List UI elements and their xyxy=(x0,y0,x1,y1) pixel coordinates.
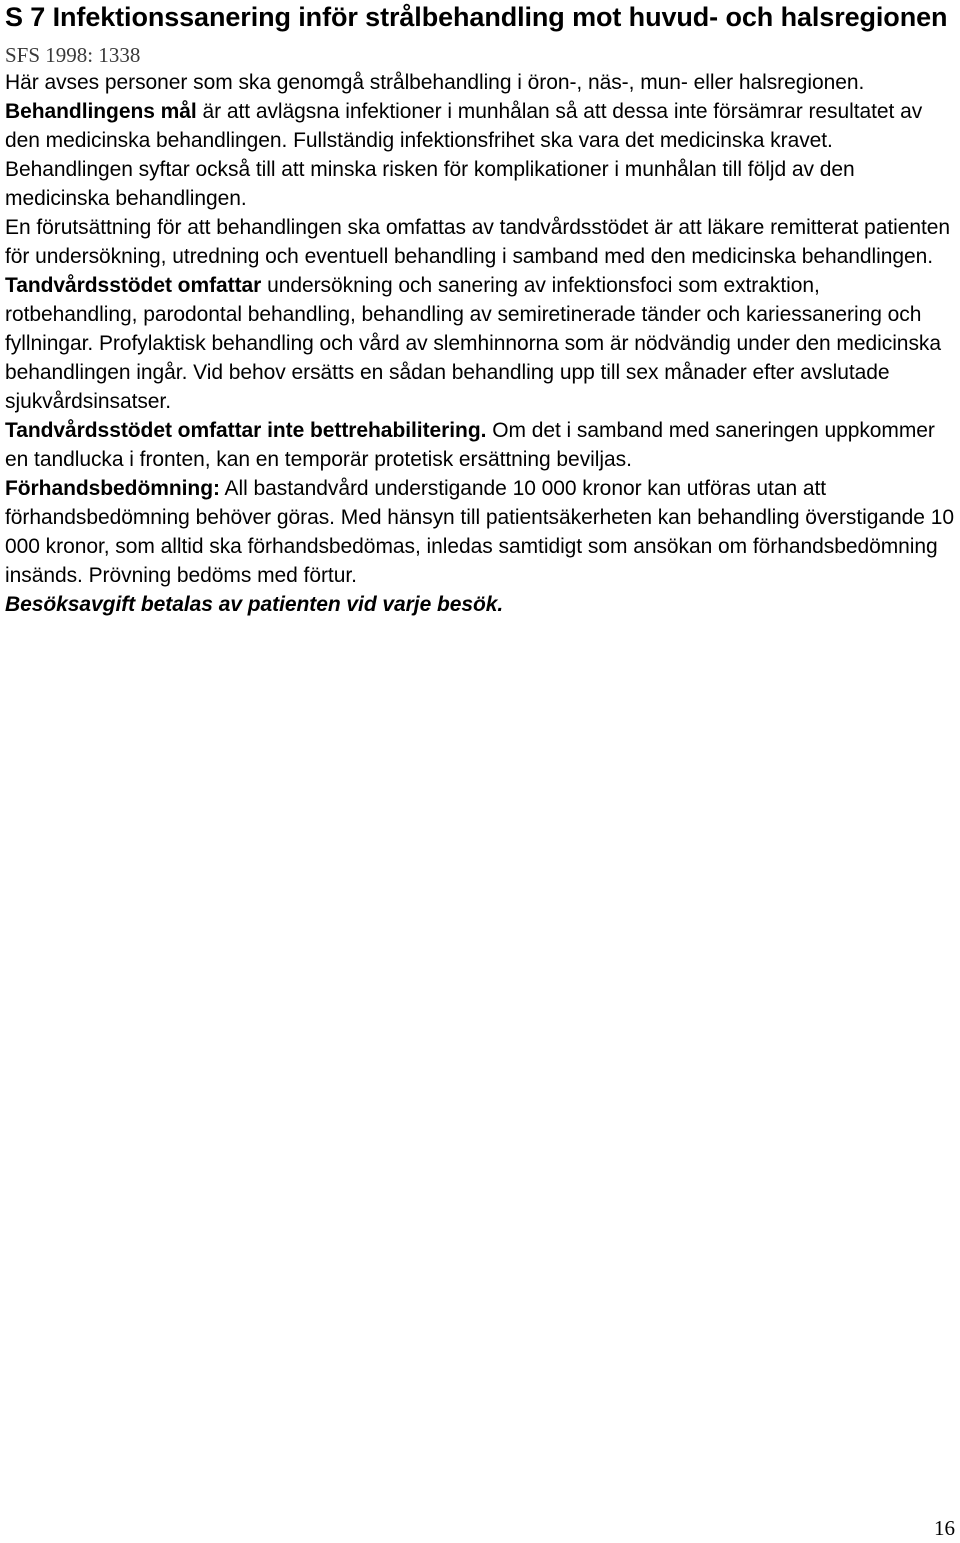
paragraph-prerequisite xyxy=(5,213,955,271)
page-number: 16 xyxy=(934,1516,955,1540)
goal-text: är att avlägsna infektioner i munhålan så att dessa inte försämrar resultatet av den medicinska behandlingen. Fullständig infektionsfrihet ska vara det medicinska kravet. Behandlingen syftar också till att minska risken för komplikationer i munhålan till följd av den medicinska behandlingen. xyxy=(5,100,923,210)
document-page xyxy=(5,0,955,619)
paragraph-goal xyxy=(5,97,955,213)
preassessment-text: All bastandvård understigande 10 000 kronor kan utföras utan att förhandsbedömning behöver göras. Med hänsyn till patientsäkerheten kan behandling överstigande 10 000 kronor, som alltid ska förhandsbedömas, inledas samtidigt som ansökan om förhandsbedömning insänds. Prövning bedöms med förtur. xyxy=(5,477,954,587)
section-title: S 7 Infektionssanering inför strålbehandling mot huvud- och halsregionen xyxy=(5,2,948,32)
sfs-reference: SFS 1998: 1338 xyxy=(5,43,141,67)
exclusion-text: Om det i samband med saneringen uppkommer en tandlucka i fronten, kan en temporär protetisk ersättning beviljas. xyxy=(5,419,935,471)
paragraph-scope-text: Här avses personer som ska genomgå strålbehandling i öron-, näs-, mun- eller halsregionen. xyxy=(5,71,865,94)
coverage-heading: Tandvårdsstödet omfattar xyxy=(5,274,262,297)
paragraph-scope xyxy=(5,68,955,97)
paragraph-coverage xyxy=(5,271,955,416)
preassessment-heading: Förhandsbedömning: xyxy=(5,477,220,500)
prerequisite-text: En förutsättning för att behandlingen ska omfattas av tandvårdsstödet är att läkare remitterat patienten för undersökning, utredning och eventuell behandling i samband med den medicinska behandlingen. xyxy=(5,216,951,268)
exclusion-heading: Tandvårdsstödet omfattar inte bettrehabilitering. xyxy=(5,419,487,442)
coverage-text: undersökning och sanering av infektionsfoci som extraktion, rotbehandling, parodontal behandling, behandling av semiretinerade tänder och kariessanering och fyllningar. Profylaktisk behandling och vård av slemhinnorna som är nödvändig under den medicinska behandlingen ingår. Vid behov ersätts en sådan behandling upp till sex månader efter avslutade sjukvårdsinsatser. xyxy=(5,274,941,413)
paragraph-preassessment xyxy=(5,474,955,590)
paragraph-exclusion xyxy=(5,416,955,474)
paragraph-fee xyxy=(5,590,955,619)
goal-heading: Behandlingens mål xyxy=(5,100,197,123)
fee-note: Besöksavgift betalas av patienten vid varje besök. xyxy=(5,593,504,616)
